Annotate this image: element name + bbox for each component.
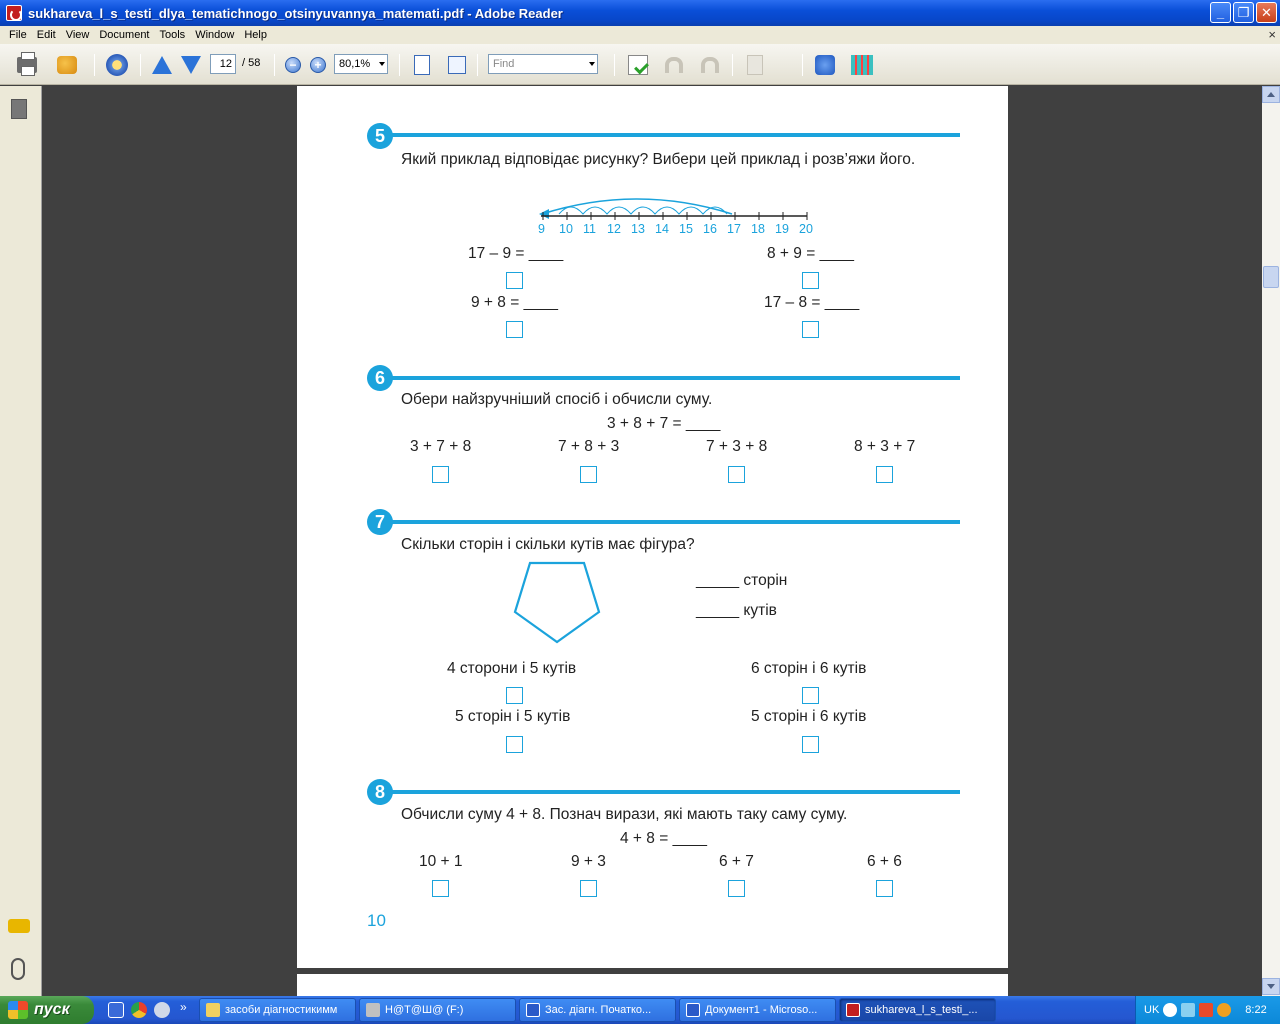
section-divider [377,133,960,137]
settings-button[interactable] [103,53,131,77]
folder-icon [206,1003,220,1017]
option-checkbox[interactable] [506,272,523,289]
fit-page-button[interactable] [410,53,434,77]
title-bar [0,0,1280,26]
fit-page-icon [414,55,430,75]
arrow-up-icon [1267,92,1275,97]
option-checkbox[interactable] [728,880,745,897]
option-label: 8 + 3 + 7 [854,438,916,455]
menu-bar [0,26,1280,44]
network-icon[interactable] [1181,1003,1195,1017]
task-button[interactable] [679,998,836,1022]
tick-label: 15 [679,222,693,236]
start-button[interactable] [0,996,94,1024]
section-number: 7 [367,509,393,535]
option-checkbox[interactable] [802,321,819,338]
sides-blank: _____ сторін [696,572,788,589]
info-button[interactable] [812,53,838,77]
option-label: 7 + 3 + 8 [706,438,768,455]
windows-logo-icon [8,1001,28,1019]
start-label: пуск [34,1001,70,1018]
spelling-button[interactable] [625,53,651,77]
toolbar-separator [94,54,95,76]
system-tray [1135,996,1280,1024]
jump-arc [542,199,732,214]
zoom-in-icon: + [310,57,326,73]
menu-document[interactable]: Document [99,29,150,41]
share-icon [57,56,77,74]
fit-width-icon [448,56,466,74]
task-button-active[interactable] [839,998,996,1022]
pages-icon[interactable] [11,99,27,119]
update-icon[interactable] [1217,1003,1231,1017]
toolbar-separator [140,54,141,76]
spell-check-icon [628,55,648,75]
option-label: 4 сторони і 5 кутів [447,660,577,677]
tick-label: 9 [538,222,545,236]
step-arcs [559,207,727,214]
equation: 4 + 8 = ____ [620,830,708,847]
arrow-up-icon [152,56,172,74]
taskbar [0,996,1280,1024]
arrow-down-icon [181,56,201,74]
option-checkbox[interactable] [728,466,745,483]
tick-label: 13 [631,222,645,236]
toolbar [0,44,1280,85]
undo-icon [665,57,683,73]
option-checkbox[interactable] [432,880,449,897]
toolbar-separator [614,54,615,76]
toolbar-separator [274,54,275,76]
find-input[interactable] [488,54,598,74]
security-icon[interactable] [1199,1003,1213,1017]
document-area[interactable] [43,86,1262,996]
chevron-down-icon [589,62,595,66]
tick-label: 18 [751,222,765,236]
section-divider [377,520,960,524]
menu-file[interactable]: File [9,29,27,41]
option-label: 5 сторін і 5 кутів [455,708,571,725]
document-close-icon[interactable]: × [1268,27,1276,42]
scroll-up-button[interactable] [1262,86,1280,103]
window-title: sukhareva_l_s_testi_dlya_tematichnogo_otsinyuvannya_matemati.pdf - Adobe Reader [28,5,563,21]
word-icon [526,1003,540,1017]
tick-label: 12 [607,222,621,236]
option-label: 9 + 8 = ____ [471,294,559,311]
arrowhead [539,209,549,219]
option-label: 9 + 3 [571,853,606,870]
toolbar-separator [477,54,478,76]
print-button[interactable] [14,53,40,77]
page-total: / 58 [242,57,261,69]
question-text: Обери найзручніший спосіб і обчисли суму. [401,391,713,408]
tick-label: 11 [583,222,596,236]
gear-icon [106,54,128,76]
language-indicator[interactable]: UK [1144,1004,1160,1016]
tick-label: 14 [655,222,669,236]
task-label: Зас. діагн. Початко... [545,1004,652,1016]
zoom-out-button[interactable] [283,53,303,77]
zoom-out-icon: − [285,57,301,73]
toolbar-separator [399,54,400,76]
task-label: засоби діагностикимм [225,1004,338,1016]
option-checkbox[interactable] [876,880,893,897]
undo-button[interactable] [662,53,686,77]
section-number: 8 [367,779,393,805]
zoom-in-button[interactable] [308,53,328,77]
option-label: 6 + 6 [867,853,902,870]
option-checkbox[interactable] [876,466,893,483]
adobe-reader-icon [6,5,22,21]
user-icon[interactable] [154,1002,170,1018]
option-label: 3 + 7 + 8 [410,438,472,455]
option-checkbox[interactable] [506,736,523,753]
next-page-button[interactable] [179,53,203,77]
option-checkbox[interactable] [580,466,597,483]
tick-label: 10 [559,222,573,236]
option-checkbox[interactable] [432,466,449,483]
task-label: Документ1 - Microso... [705,1004,818,1016]
chevron-down-icon [379,62,385,66]
option-checkbox[interactable] [506,321,523,338]
menu-tools[interactable]: Tools [159,29,186,41]
window-controls [1210,2,1277,23]
page-number: 10 [367,911,386,930]
printer-icon [17,57,37,73]
arrow-down-icon [1267,984,1275,989]
previous-page-button[interactable] [150,53,174,77]
section-divider [377,790,960,794]
find-placeholder: Find [493,58,515,70]
share-button[interactable] [50,53,84,77]
chrome-icon[interactable] [131,1002,147,1018]
toolbar-separator [802,54,803,76]
menu-edit[interactable]: Edit [36,29,56,41]
option-label: 8 + 9 = ____ [767,245,855,262]
scroll-down-button[interactable] [1262,978,1280,995]
grid-icon [851,55,873,75]
pdf-icon [846,1003,860,1017]
option-label: 10 + 1 [419,853,463,870]
option-label: 6 сторін і 6 кутів [751,660,867,677]
redo-button[interactable] [698,53,722,77]
page-number-input[interactable]: 12 [210,54,236,74]
task-button[interactable] [519,998,676,1022]
section-number: 6 [367,365,393,391]
close-button[interactable]: ✕ [1256,2,1277,23]
toolbar-separator [732,54,733,76]
tick-label: 16 [703,222,717,236]
attachment-icon[interactable] [11,958,25,980]
fit-width-button[interactable] [445,53,469,77]
pdf-page [297,86,1008,968]
info-icon [815,55,835,75]
section-divider [377,376,960,380]
equation: 3 + 8 + 7 = ____ [607,415,721,432]
drive-icon [366,1003,380,1017]
document-icon [747,55,763,75]
next-pdf-page [297,974,1008,996]
tick-label: 17 [727,222,741,236]
redo-icon [701,57,719,73]
zoom-select[interactable] [334,54,388,74]
navigation-panel [0,86,42,996]
task-button[interactable] [199,998,356,1022]
option-label: 6 + 7 [719,853,754,870]
menu-help[interactable]: Help [244,29,267,41]
vertical-scrollbar[interactable] [1262,86,1280,996]
maximize-button[interactable]: ❐ [1233,2,1254,23]
option-label: 17 – 8 = ____ [764,294,860,311]
option-label: 5 сторін і 6 кутів [751,708,867,725]
tick-label: 20 [799,222,813,236]
back-icon[interactable] [1163,1003,1177,1017]
task-label: Н@Т@Ш@ (F:) [385,1004,464,1016]
option-label: 7 + 8 + 3 [558,438,620,455]
menu-window[interactable]: Window [195,29,235,41]
tick-label: 19 [775,222,789,236]
question-text: Скільки сторін і скільки кутів має фігура? [401,536,695,553]
angles-blank: _____ кутів [696,602,777,619]
save-icon[interactable] [108,1002,124,1018]
option-label: 17 – 9 = ____ [468,245,564,262]
clock[interactable]: 8:22 [1245,1004,1267,1016]
option-checkbox[interactable] [802,687,819,704]
pentagon-shape [515,563,599,642]
pentagon-figure [512,560,602,644]
option-checkbox[interactable] [802,272,819,289]
question-text: Обчисли суму 4 + 8. Познач вирази, які мають таку саму суму. [401,806,848,823]
menu-view[interactable]: View [65,29,90,41]
quicklaunch-chevron[interactable]: » [180,1000,187,1014]
option-checkbox[interactable] [506,687,523,704]
grid-button[interactable] [849,53,875,77]
comments-icon[interactable] [8,919,30,933]
option-checkbox[interactable] [802,736,819,753]
zoom-value: 80,1% [339,58,371,70]
section-number: 5 [367,123,393,149]
document-button[interactable] [743,53,767,77]
minimize-button[interactable]: _ [1210,2,1231,23]
word-icon [686,1003,700,1017]
scrollbar-thumb[interactable] [1263,266,1279,288]
task-button[interactable] [359,998,516,1022]
question-text: Який приклад відповідає рисунку? Вибери цей приклад і розв’яжи його. [401,151,916,168]
number-line [537,190,817,220]
task-label: sukhareva_l_s_testi_... [865,1004,978,1016]
option-checkbox[interactable] [580,880,597,897]
